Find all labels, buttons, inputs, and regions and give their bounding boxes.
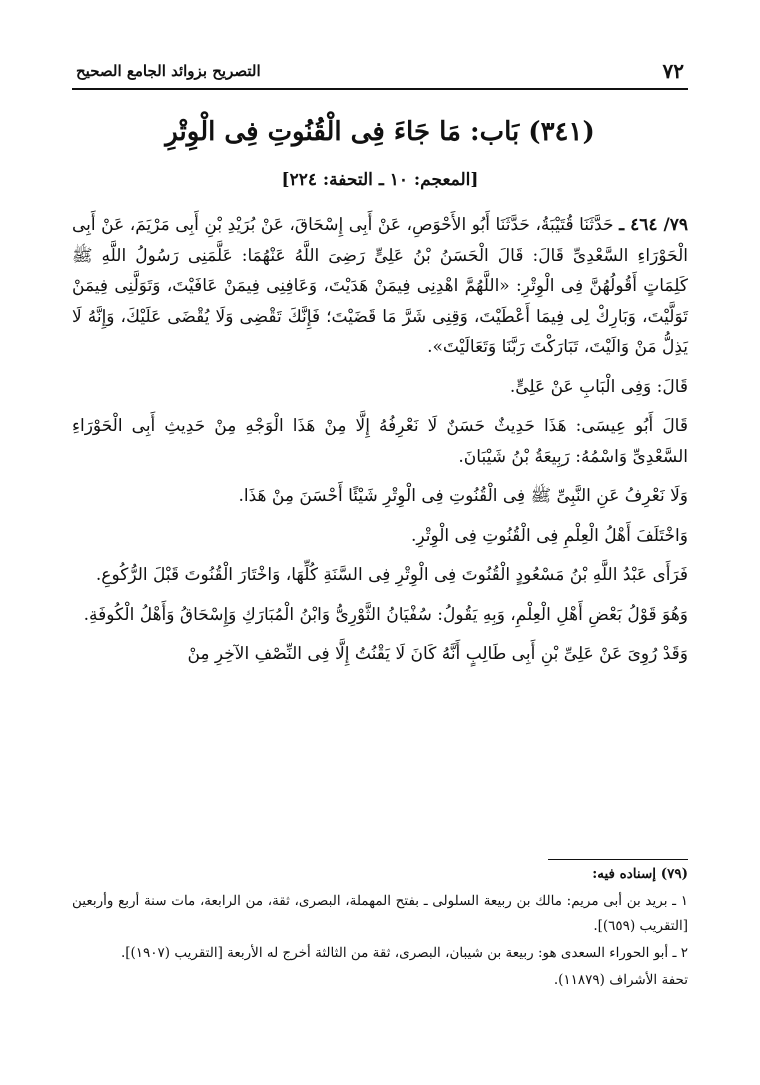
chapter-title: (٣٤١) بَاب: مَا جَاءَ فِى الْقُنُوتِ فِى الْوِتْرِ (165, 117, 595, 147)
running-title: التصريح بزوائد الجامع الصحيح (76, 62, 261, 80)
commentary-paragraph: وَاخْتَلَفَ أَهْلُ الْعِلْمِ فِى الْقُنُوتِ فِى الْوِتْرِ. (410, 525, 688, 546)
header-rule (72, 88, 688, 90)
footnote-item: ١ ـ بريد بن أبى مريم: مالك بن ربيعة السلولى ـ بفتح المهملة، البصرى، ثقة، من الرابعة، مات سنة أربع وأربعين [التقريب (٦٥٩)]. (72, 893, 688, 934)
footnote-heading: (٧٩) إسناده فيه: (592, 866, 688, 882)
commentary-paragraph: فَرَأَى عَبْدُ اللَّهِ بْنُ مَسْعُودٍ الْقُنُوتَ فِى الْوِتْرِ فِى السَّنَةِ كُلِّهَا، وَاخْتَارَ الْقُنُوتَ قَبْلَ الرُّكُوعِ. (95, 565, 688, 585)
hadith-text: حَدَّثَنَا قُتَيْبَةُ، حَدَّثَنَا أَبُو الأَحْوَصِ، عَنْ أَبِى إِسْحَاقَ، عَنْ بُرَيْدِ بْنِ أَبِى مَرْيَمَ، عَنْ أَبِى الْحَوْرَاءِ السَّعْدِىِّ قَالَ: قَالَ الْحَسَنُ بْنُ عَلِىٍّ رَضِىَ اللَّهُ عَنْهُمَا: عَلَّمَنِى رَسُولُ اللَّهِ ﷺ كَلِمَاتٍ أَقُولُهُنَّ فِى الْوِتْرِ: «اللَّهُمَّ اهْدِنِى فِيمَنْ هَدَيْتَ، وَعَافِنِى فِيمَنْ عَافَيْتَ، وَتَوَلَّنِى فِيمَنْ تَوَلَّيْتَ، وَبَارِكْ لِى فِيمَا أَعْطَيْتَ، وَقِنِى شَرَّ مَا قَضَيْتَ؛ فَإِنَّكَ تَقْضِى وَلَا يُقْضَى عَلَيْكَ، وَإِنَّهُ لَا يَذِلُّ مَنْ وَالَيْتَ، تَبَارَكْتَ رَبَّنَا وَتَعَالَيْتَ». (72, 215, 688, 357)
commentary-paragraph: قَالَ أَبُو عِيسَى: هَذَا حَدِيثٌ حَسَنٌ لَا نَعْرِفُهُ إِلَّا مِنْ هَذَا الْوَجْهِ مِنْ حَدِيثِ أَبِى الْحَوْرَاءِ السَّعْدِىِّ وَاسْمُهُ: رَبِيعَةُ بْنُ شَيْبَانَ. (72, 416, 688, 467)
footnotes (72, 862, 688, 995)
main-text (72, 210, 688, 670)
page-number: ٧٢ (662, 59, 684, 83)
commentary-paragraph: وَهُوَ قَوْلُ بَعْضِ أَهْلِ الْعِلْمِ، وَبِهِ يَقُولُ: سُفْيَانُ الثَّوْرِىُّ وَابْنُ الْمُبَارَكِ وَإِسْحَاقُ وَأَهْلُ الْكُوفَةِ. (83, 604, 688, 625)
hadith-paragraph (72, 210, 688, 363)
footnote-rule (548, 859, 688, 860)
page-header (72, 58, 688, 84)
footnote-item: تحفة الأشراف (١١٨٧٩). (553, 972, 688, 988)
commentary-paragraph: قَالَ: وَفِى الْبَابِ عَنْ عَلِىٍّ. (509, 376, 688, 397)
commentary-paragraph: وَلَا نَعْرِفُ عَنِ النَّبِىِّ ﷺ فِى الْقُنُوتِ فِى الْوِتْرِ شَيْئًا أَحْسَنَ مِنْ هَذَا. (238, 486, 688, 506)
commentary-paragraph: وَقَدْ رُوِىَ عَنْ عَلِىِّ بْنِ أَبِى طَالِبٍ أَنَّهُ كَانَ لَا يَقْنُتُ إِلَّا فِى النِّصْفِ الآخِرِ مِنْ (187, 644, 688, 664)
chapter-reference: [المعجم: ١٠ ـ التحفة: ٢٢٤] (281, 170, 479, 190)
footnote-item: ٢ ـ أبو الحوراء السعدى هو: ربيعة بن شيبان، البصرى، ثقة من الثالثة أخرج له الأربعة [التقريب (١٩٠٧)]. (120, 945, 688, 961)
hadith-number: ٧٩/ ٤٦٤ ـ (619, 215, 688, 235)
